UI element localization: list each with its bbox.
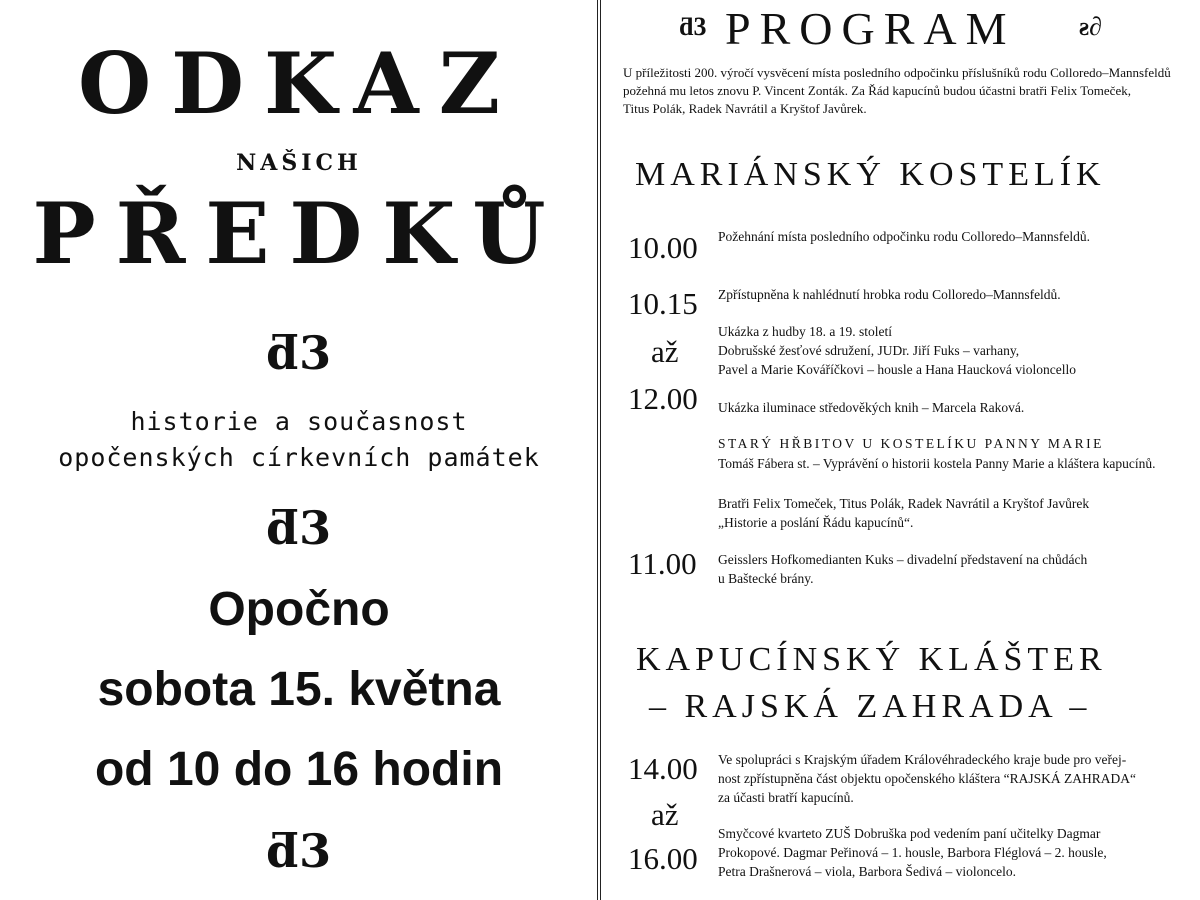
friars-line-1: Bratři Felix Tomeček, Titus Polák, Radek Navrátil a Kryštof Javůrek	[718, 496, 1090, 511]
ornament-right: ƨ∂	[1079, 12, 1102, 41]
title-odkaz: ODKAZ	[77, 34, 521, 133]
section-heading-kostelik: MARIÁNSKÝ KOSTELÍK	[635, 156, 1106, 193]
item-tomb: Zpřístupněna k nahlédnutí hrobka rodu Colloredo–Mannsfeldů.	[718, 287, 1061, 302]
item-music-line-1: Ukázka z hudby 18. a 19. století	[718, 324, 892, 339]
friars-line-2: „Historie a poslání Řádu kapucínů“.	[718, 515, 914, 530]
right-panel	[600, 0, 1200, 900]
theatre-line-1: Geisslers Hofkomedianten Kuks – divadelní představení na chůdách	[718, 552, 1088, 567]
time-az-2: až	[651, 797, 679, 832]
event-place: Opočno	[208, 583, 390, 636]
title-predku: PŘEDKŮ	[32, 184, 566, 283]
item-illumination: Ukázka iluminace středověkých knih – Marcela Raková.	[718, 400, 1025, 415]
item-music-line-3: Pavel a Marie Kováříčkovi – housle a Hana Haucková violoncello	[718, 362, 1077, 377]
garden-line-2: nost zpřístupněna část objektu opočenského kláštera “RAJSKÁ ZAHRADA“	[718, 771, 1137, 786]
intro-line-3: Titus Polák, Radek Navrátil a Kryštof Javůrek.	[623, 101, 867, 116]
time-14-00: 14.00	[628, 751, 698, 786]
garden-line-3: za účasti bratří kapucínů.	[718, 790, 854, 805]
time-12-00: 12.00	[628, 381, 698, 416]
title-nasich: NAŠICH	[236, 150, 362, 176]
time-11-00: 11.00	[628, 546, 697, 581]
time-16-00: 16.00	[628, 841, 698, 876]
section-heading-klaster: KAPUCÍNSKÝ KLÁŠTER	[636, 641, 1107, 678]
ornament-2: ƌ3	[266, 501, 332, 555]
time-10-00: 10.00	[628, 230, 698, 265]
ornament-3: ƌ3	[266, 824, 332, 878]
cemetery-line: Tomáš Fábera st. – Vyprávění o historii kostela Panny Marie a kláštera kapucínů.	[718, 456, 1156, 471]
intro-line-2: požehná mu letos znovu P. Vincent Zonták. Za Řád kapucínů budou účastni bratři Felix Tomeček,	[623, 83, 1131, 98]
program-title: PROGRAM	[725, 3, 1016, 54]
event-hours: od 10 do 16 hodin	[94, 743, 504, 796]
cemetery-heading: STARÝ HŘBITOV U KOSTELÍKU PANNY MARIE	[718, 436, 1104, 451]
item-music-line-2: Dobrušské žesťové sdružení, JUDr. Jiří Fuks – varhany,	[718, 343, 1020, 358]
quartet-line-1: Smyčcové kvarteto ZUŠ Dobruška pod vedením paní učitelky Dagmar	[718, 826, 1101, 841]
quartet-line-3: Petra Drašnerová – viola, Barbora Šedivá – violoncelo.	[718, 864, 1017, 879]
ornament-1: ƌ3	[266, 326, 332, 380]
subtitle-line-2: opočenských církevních památek	[58, 443, 540, 472]
ornament-left: ƌ3	[679, 12, 707, 41]
section-heading-rajska: – RAJSKÁ ZAHRADA –	[649, 688, 1092, 725]
event-date: sobota 15. května	[97, 663, 501, 716]
item-blessing: Požehnání místa posledního odpočinku rodu Colloredo–Mannsfeldů.	[718, 229, 1090, 244]
time-az-1: až	[651, 334, 679, 369]
garden-line-1: Ve spolupráci s Krajským úřadem Královéhradeckého kraje bude pro veřej-	[718, 752, 1127, 767]
time-10-15: 10.15	[628, 286, 698, 321]
intro-line-1: U příležitosti 200. výročí vysvěcení místa posledního odpočinku příslušníků rodu Colloredo–Mannsfeldů	[623, 65, 1171, 80]
theatre-line-2: u Baštecké brány.	[718, 571, 814, 586]
left-panel	[0, 0, 598, 900]
quartet-line-2: Prokopové. Dagmar Peřinová – 1. housle, Barbora Fléglová – 2. housle,	[718, 845, 1107, 860]
subtitle-line-1: historie a současnost	[130, 407, 468, 436]
